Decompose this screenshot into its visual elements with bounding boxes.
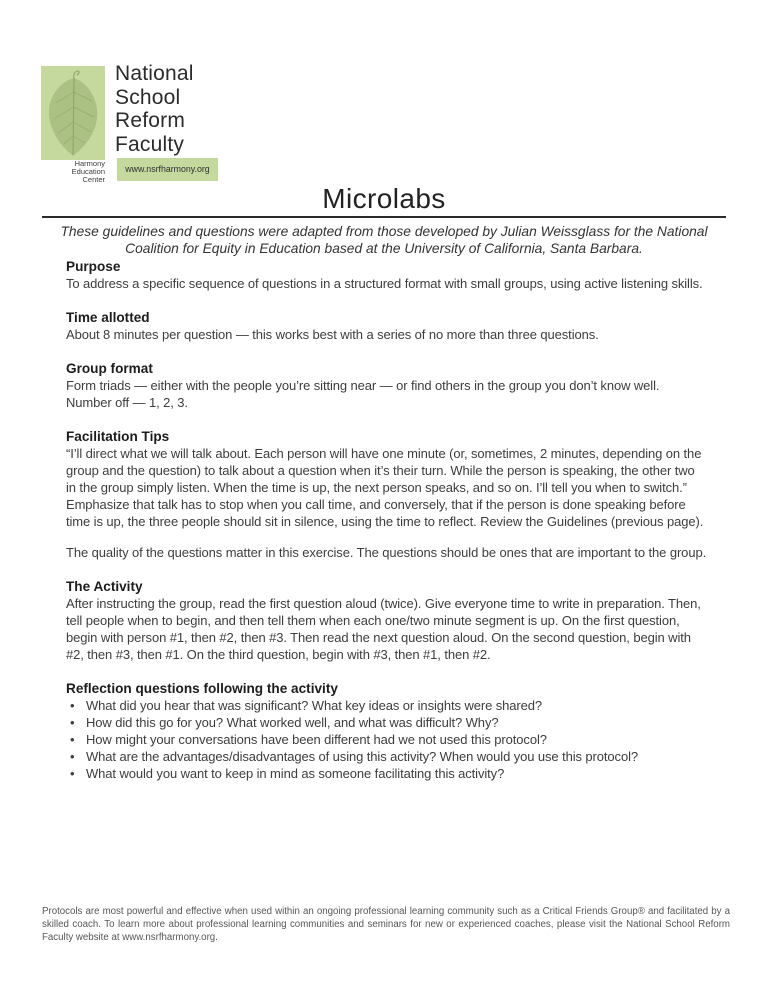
section-group-format <box>66 360 708 411</box>
intro-line: These guidelines and questions were adapted from those developed by Julian Weissglass for the National <box>60 224 708 239</box>
section-paragraph: The quality of the questions matter in this exercise. The questions should be ones that are important to the group. <box>66 545 707 560</box>
harmony-line: Center <box>82 174 105 184</box>
org-name-line: National <box>115 62 194 85</box>
document-body <box>66 258 708 782</box>
section-heading: Facilitation Tips <box>66 429 170 444</box>
section-paragraph: Form triads — either with the people you’re sitting near — or find others in the group you don’t know well. Number off — 1, 2, 3. <box>66 378 660 410</box>
section-time-allotted <box>66 309 708 343</box>
section-paragraph: “I’ll direct what we will talk about. Each person will have one minute (or, sometimes, 2 minutes, depending on the group and the question) to talk about a question when it’s their turn. While the person is speaking, the other two in the group simply listen. When the time is up, the next person speaks, and so on. I’ll tell you when to switch.” Emphasize that talk has to stop when you call time, and conversely, that if the person is done speaking before time is up, the three people should sit in silence, using the time to reflect. Review the Guidelines (previous page). <box>66 446 704 529</box>
section-purpose <box>66 258 708 292</box>
section-the-activity <box>66 578 708 663</box>
list-item: • What did you hear that was significant? What key ideas or insights were shared? <box>66 697 708 714</box>
list-item: • What would you want to keep in mind as someone facilitating this activity? <box>66 765 708 782</box>
section-paragraph: To address a specific sequence of questions in a structured format with small groups, using active listening skills. <box>66 276 703 291</box>
footer-note: Protocols are most powerful and effective when used within an ongoing professional learning community such as a Critical Friends Group® and facilitated by a skilled coach. To learn more about professional learning communities and seminars for new or experienced coaches, please visit the National School Reform Faculty website at www.nsrfharmony.org. <box>42 906 730 944</box>
page-title: Microlabs <box>322 183 446 214</box>
nsrf-logo <box>41 62 194 160</box>
section-heading: Time allotted <box>66 310 150 325</box>
section-heading: Purpose <box>66 259 121 274</box>
website-url-badge: www.nsrfharmony.org <box>117 158 218 181</box>
section-reflection-questions <box>66 680 708 782</box>
section-paragraph: After instructing the group, read the first question aloud (twice). Give everyone time to write in preparation. Then, tell people when to begin, and then tell them when each one/two minute segment is up. On the first question, begin with person #1, then #2, then #3. Then read the next question aloud. On the second question, begin with #2, then #3, then #1. On the third question, begin with #3, then #1, then #2. <box>66 596 701 662</box>
list-item: • How did this go for you? What worked well, and what was difficult? Why? <box>66 714 708 731</box>
section-heading: Reflection questions following the activity <box>66 681 338 696</box>
section-paragraph: About 8 minutes per question — this works best with a series of no more than three questions. <box>66 327 599 342</box>
section-facilitation-tips <box>66 428 708 561</box>
reflection-questions-list <box>66 697 708 782</box>
section-heading: The Activity <box>66 579 143 594</box>
harmony-line: Harmony <box>74 159 105 168</box>
harmony-education-center-label <box>41 160 105 183</box>
intro-attribution <box>42 224 726 258</box>
org-name-line: Reform <box>115 109 186 132</box>
list-item: • What are the advantages/disadvantages of using this activity? When would you use this protocol? <box>66 748 708 765</box>
section-heading: Group format <box>66 361 153 376</box>
harmony-line: Education <box>71 166 105 176</box>
org-name <box>115 62 194 160</box>
leaf-logo-icon <box>41 66 105 160</box>
title-divider <box>42 216 726 218</box>
intro-line: Coalition for Equity in Education based at the University of California, Santa Barbara. <box>125 240 643 256</box>
list-item: • How might your conversations have been different had we not used this protocol? <box>66 731 708 748</box>
org-name-line: Faculty <box>115 132 185 156</box>
org-name-line: School <box>115 85 181 109</box>
